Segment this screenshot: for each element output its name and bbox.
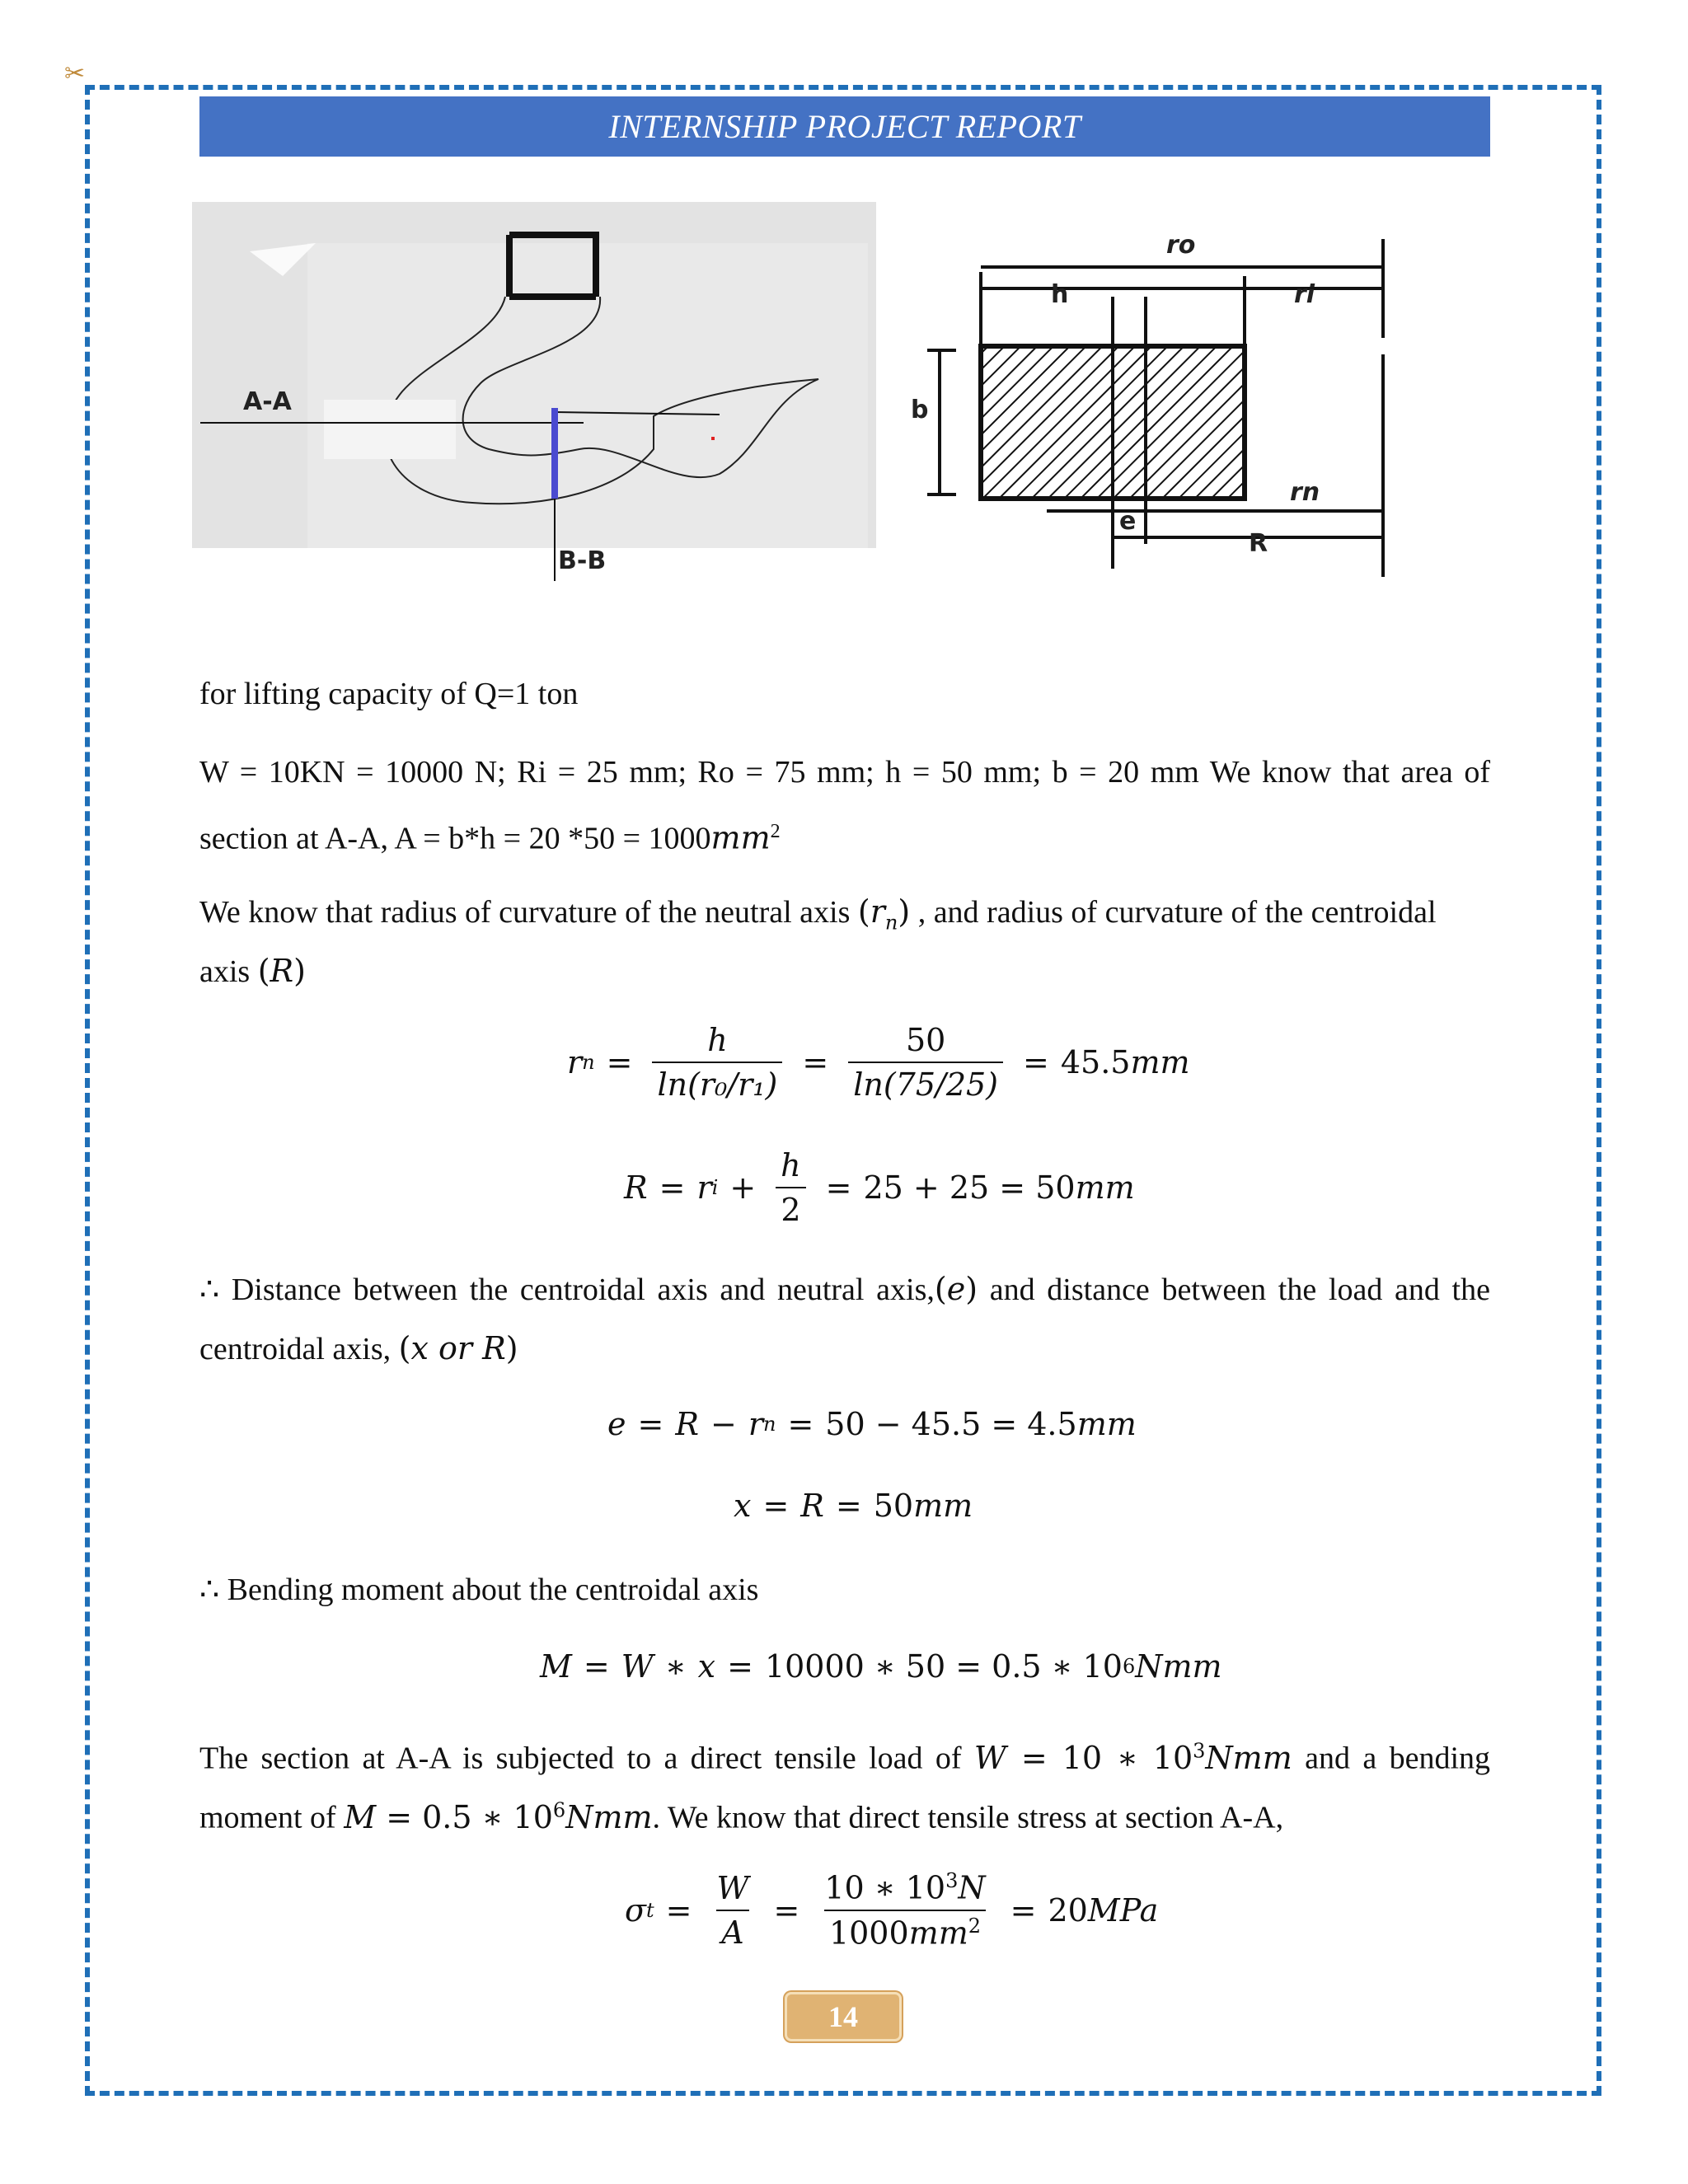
b-label: b (911, 396, 929, 424)
paragraph-distance-line2: centroidal axis, (x or R) (199, 1330, 518, 1366)
ri-label: ri (1294, 280, 1315, 309)
section-bb-label: B-B (558, 546, 607, 575)
paragraph-capacity: for lifting capacity of Q=1 ton (199, 677, 579, 711)
paragraph-section-line2: moment of M = 0.5 ∗ $10^6Nmm$. We know that direct tensile stress at section A-A, (199, 1798, 1284, 1835)
paragraph-given-line1: W = 10KN = 10000 N; Ri = 25 mm; Ro = 75 mm; h = 50 mm; b = 20 mm We know that area of (199, 755, 1490, 790)
R-label: R (1249, 529, 1268, 558)
paragraph-radius-line2: axis (R) (199, 953, 306, 989)
ro-label: ro (1166, 231, 1196, 260)
section-drawing (907, 231, 1418, 585)
equation-R: R = r i + $\frac{h}{2}$ = 25 + 25 = 50 mm (624, 1147, 1135, 1228)
equation-M: M = W ∗ x = 10000 ∗ 50 = 0.5 ∗ 10 6 Nmm (540, 1648, 1222, 1685)
paragraph-bending: ∴ Bending moment about the centroidal axis (199, 1572, 759, 1607)
hook-drawing (192, 202, 876, 581)
paragraph-section-line1: The section at A-A is subjected to a direct tensile load of W = 10 ∗ $10^3Nmm$ and a bending (199, 1739, 1491, 1776)
section-aa-label: A-A (243, 387, 292, 416)
hook-figure (192, 202, 876, 581)
e-label: e (1119, 507, 1137, 536)
header-title: INTERNSHIP PROJECT REPORT (608, 108, 1081, 145)
paragraph-given-line2: section at A-A, A = b*h = 20 $*50 = 1000mm^2$ (199, 819, 781, 856)
equation-x: x = R = 50 mm (734, 1488, 973, 1524)
paragraph-radius-line1: We know that radius of curvature of the neutral axis $(r_n)$ , and radius of curvature of the centroidal (199, 893, 1437, 935)
scissors-icon: ✂ (64, 60, 86, 87)
equation-rn: r n = $\frac{h}{\text{ln(r₀/r₁)}}$ = $\frac{50}{\ln(75/25)}$ = 45.5 mm (567, 1022, 1190, 1103)
equation-e: e = R − r n = 50 − 45.5 = 4.5 mm (607, 1406, 1137, 1442)
equation-sigma: σ t = $\frac{W}{A}$ = $\frac{10 ∗ 10^3N}{1000mm^2}$ = 20 MPa (625, 1869, 1159, 1952)
paragraph-distance-line1: ∴ Distance between the centroidal axis and neutral axis,(e) and distance between the load and the (199, 1271, 1490, 1307)
rectangular-section-figure (907, 231, 1418, 585)
page-number: 14 (785, 1992, 902, 2041)
rn-label: rn (1290, 478, 1320, 507)
h-label: h (1051, 280, 1069, 309)
page-header (199, 96, 1490, 157)
